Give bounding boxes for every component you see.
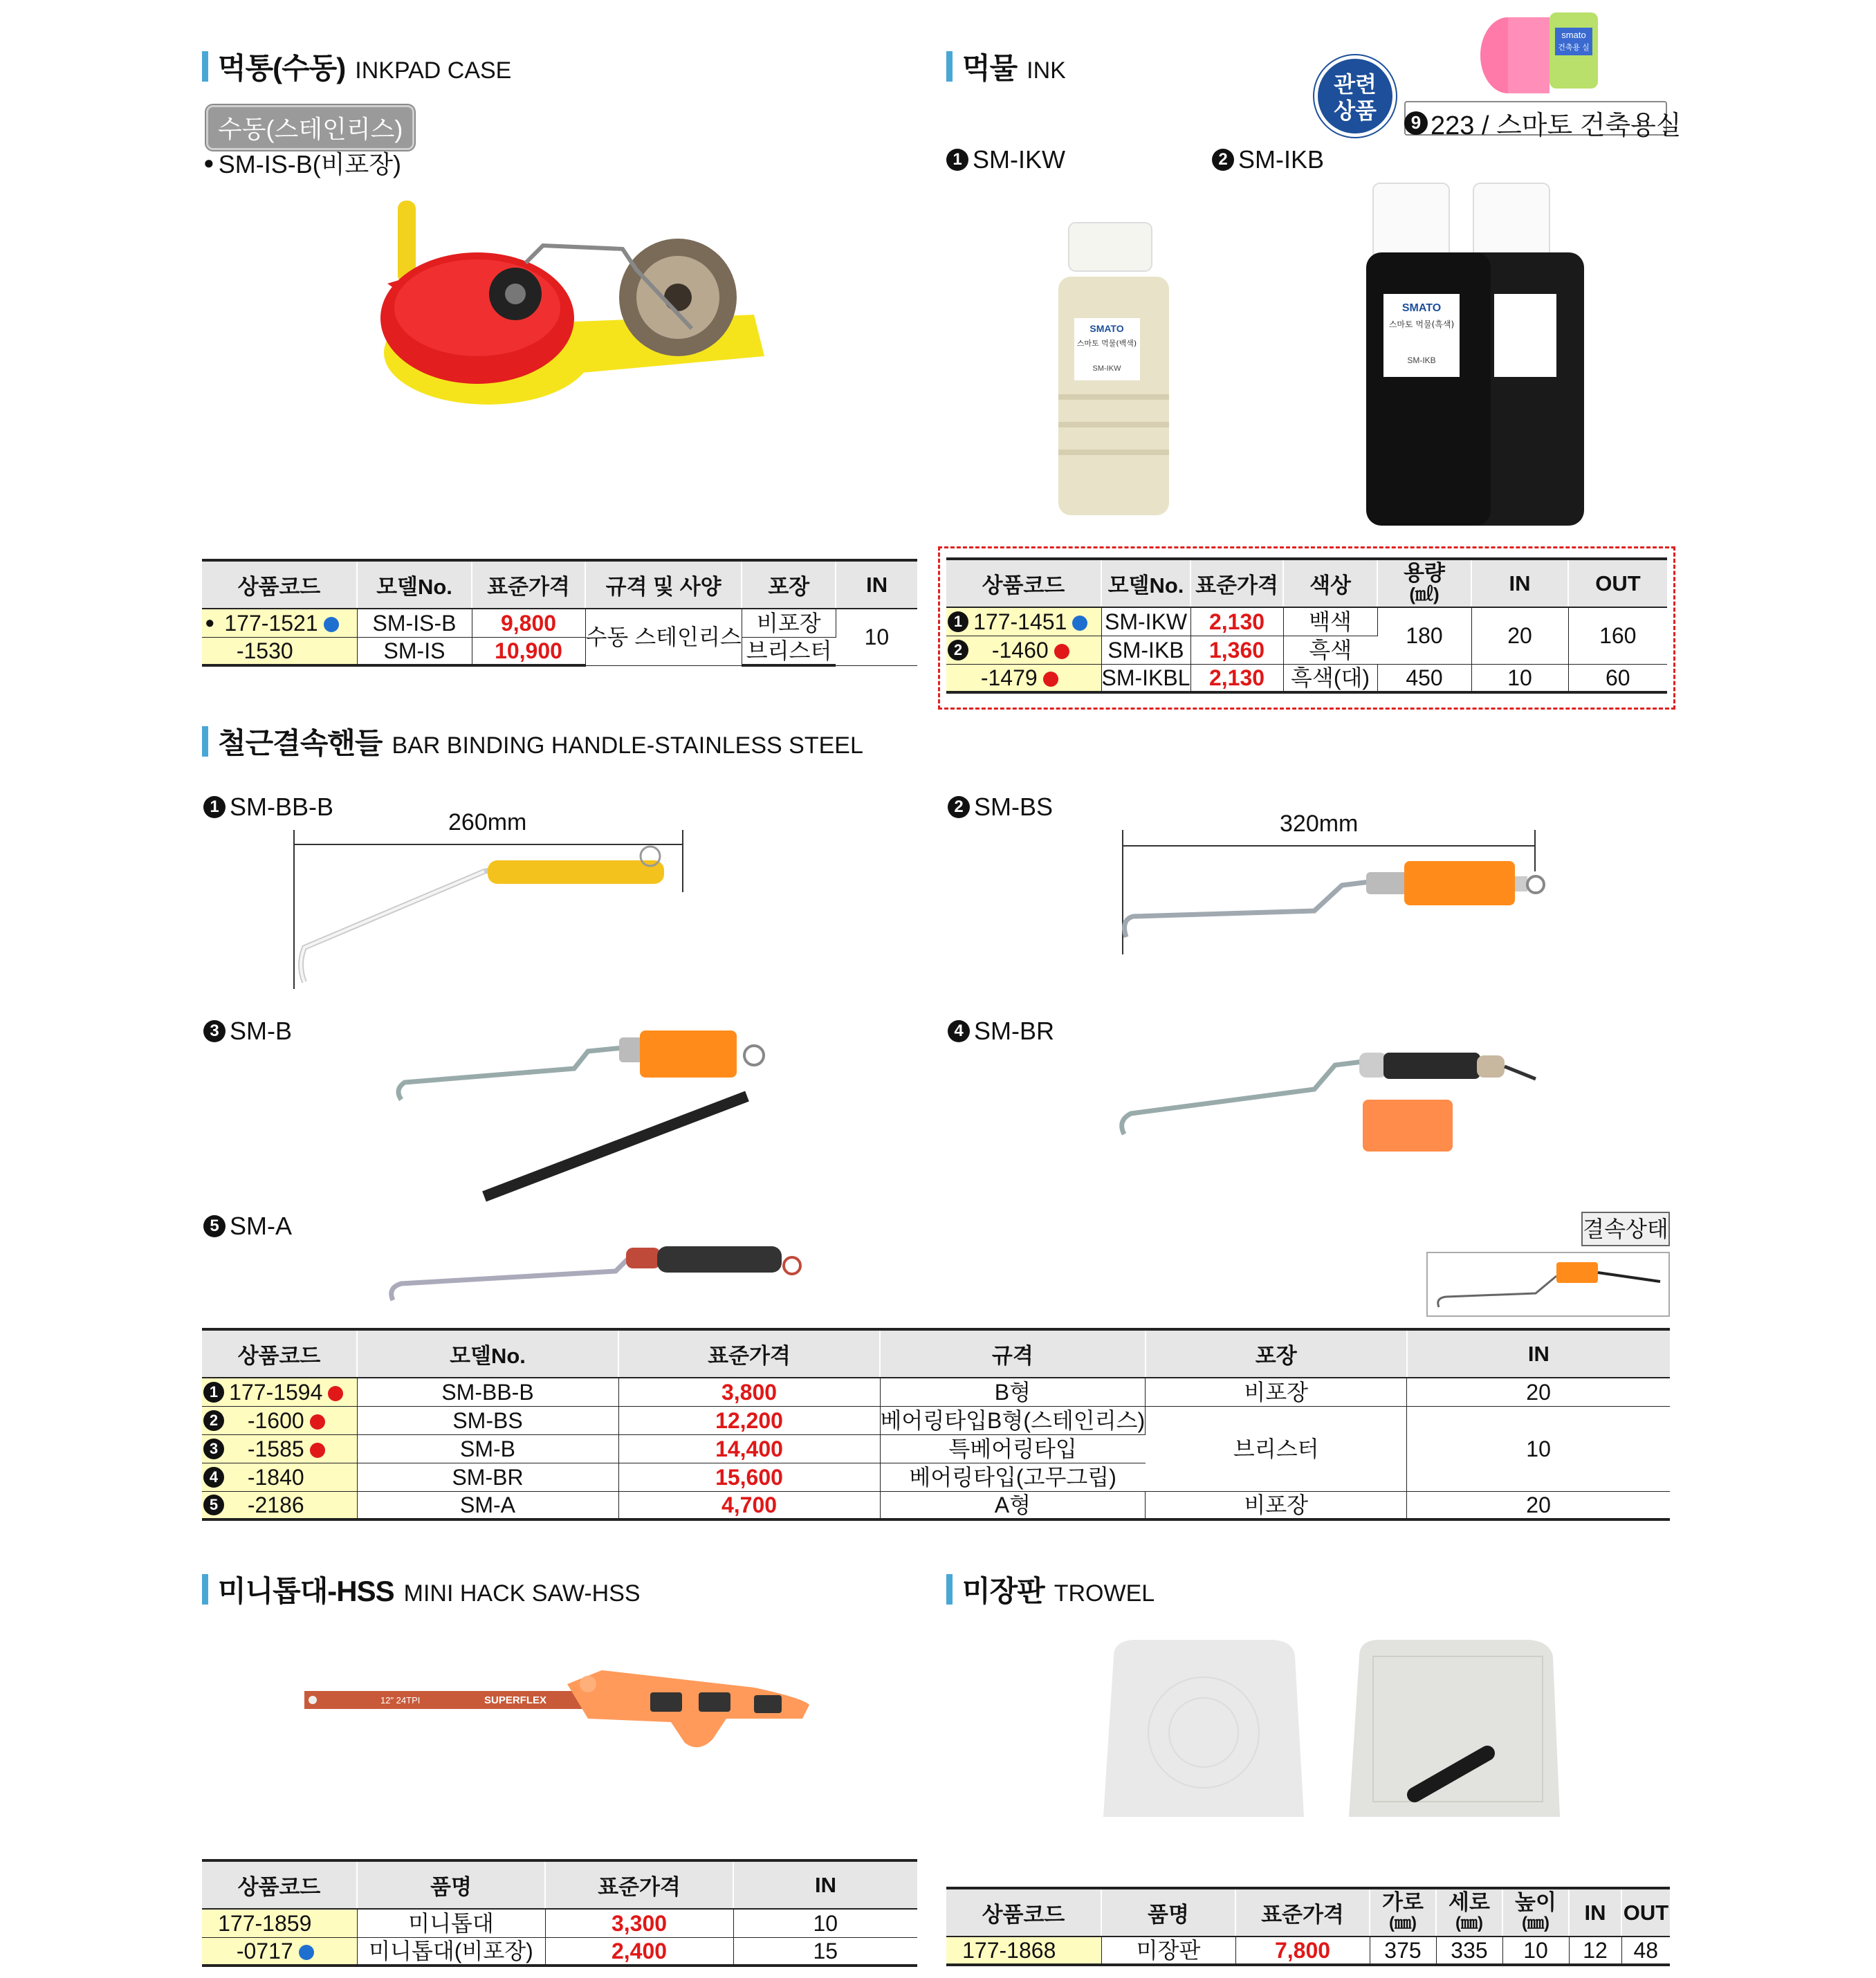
price-cell: 12,200 xyxy=(618,1406,880,1434)
col-header: 규격 xyxy=(880,1329,1146,1378)
table-row xyxy=(202,1406,1670,1434)
spec-cell: 수동 스테인리스 xyxy=(585,609,742,665)
spec-cell: 특베어링타입 xyxy=(880,1434,1146,1463)
bottle-model-b: SM-IKB xyxy=(1407,355,1436,365)
blade-text-2: SUPERFLEX xyxy=(484,1694,547,1706)
vol-header: 용량 xyxy=(1404,560,1445,585)
price-cell: 1,360 xyxy=(1190,636,1283,664)
spec-cell: B형 xyxy=(880,1378,1146,1406)
num-1-icon: 1 xyxy=(948,611,968,632)
in-cell: 20 xyxy=(1471,607,1568,664)
handle-model5-text: SM-A xyxy=(230,1212,292,1240)
ink-table xyxy=(946,557,1667,694)
red-dot-icon xyxy=(310,1414,325,1430)
col-header xyxy=(1436,1888,1502,1937)
model-cell: SM-A xyxy=(357,1491,618,1519)
product-code-cell: 177-1859 xyxy=(202,1909,357,1937)
col-header: 품명 xyxy=(1101,1888,1235,1937)
inkpad-table xyxy=(202,559,917,667)
product-code-cell: -1530 xyxy=(202,637,357,665)
col-header: OUT xyxy=(1621,1888,1670,1937)
blue-dot-icon xyxy=(299,1945,314,1960)
col-header: 표준가격 xyxy=(1235,1888,1370,1937)
saw-title-ko: 미니톱대-HSS xyxy=(218,1575,394,1607)
bottle-model-w: SM-IKW xyxy=(1092,364,1121,373)
col-header: 상품코드 xyxy=(202,560,357,609)
product-code-cell: 1 177-1451 xyxy=(946,607,1101,636)
title-accent-bar xyxy=(202,726,208,757)
ink-title-en: INK xyxy=(1027,57,1066,84)
width-header: 가로 xyxy=(1382,1889,1424,1914)
trowel-table xyxy=(946,1887,1670,1966)
price-cell: 14,400 xyxy=(618,1434,880,1463)
spec-cell: 베어링타입B형(스테인리스) xyxy=(880,1406,1146,1434)
ink-section-title xyxy=(946,46,1066,87)
unit-mm: (㎜) xyxy=(1522,1913,1549,1932)
inkpad-title-ko: 먹통(수동) xyxy=(218,52,346,84)
price-cell: 3,300 xyxy=(545,1909,733,1937)
handle-sm-b-image xyxy=(387,1030,775,1203)
handle-sm-br-image xyxy=(1114,1037,1543,1162)
product-code-cell: 177-1868 xyxy=(946,1937,1101,1965)
col-header: 표준가격 xyxy=(618,1329,880,1378)
num-2-icon: 2 xyxy=(948,796,970,818)
col-header: 모델No. xyxy=(357,1329,618,1378)
inkpad-title-en: INKPAD CASE xyxy=(355,57,512,84)
col-header: 모델No. xyxy=(357,560,472,609)
price-cell: 2,130 xyxy=(1190,607,1283,636)
title-accent-bar xyxy=(202,1574,208,1605)
col-header: IN xyxy=(1471,559,1568,607)
name-cell: 미장판 xyxy=(1101,1937,1235,1965)
ink-model1-label xyxy=(946,145,1065,174)
in-cell: 10 xyxy=(836,609,917,665)
in-cell: 20 xyxy=(1407,1491,1670,1519)
model-cell: SM-IKB xyxy=(1101,636,1190,664)
col-header: 포장 xyxy=(1146,1329,1407,1378)
model-cell: SM-IKBL xyxy=(1101,664,1190,692)
black-ink-bottles-image xyxy=(1356,176,1612,529)
width-cell: 375 xyxy=(1370,1937,1436,1965)
out-cell: 60 xyxy=(1568,664,1667,692)
spec-cell: 베어링타입(고무그립) xyxy=(880,1463,1146,1491)
handle-model1-text: SM-BB-B xyxy=(230,793,334,821)
table-row xyxy=(202,609,917,637)
num-4-icon: 4 xyxy=(948,1020,970,1042)
handle-table xyxy=(202,1328,1670,1521)
num-2-icon: 2 xyxy=(1212,149,1234,171)
handle-model5-label xyxy=(203,1212,292,1241)
related-product-text: 223 / 스마토 건축용실 xyxy=(1431,111,1682,140)
handle-model4-text: SM-BR xyxy=(974,1017,1054,1045)
product-code-cell: 5 -2186 xyxy=(202,1491,357,1519)
ink-model2-text: SM-IKB xyxy=(1238,145,1325,174)
handle-model3-label xyxy=(203,1017,292,1046)
col-header: IN xyxy=(733,1860,917,1909)
num-3-icon: 3 xyxy=(203,1439,224,1459)
handle-sm-bs-image xyxy=(1121,847,1549,958)
price-cell: 9,800 xyxy=(472,609,585,637)
red-dot-icon xyxy=(328,1386,343,1401)
col-header xyxy=(1377,559,1471,607)
name-cell: 미니톱대 xyxy=(357,1909,545,1937)
handle-sm-bb-b-image xyxy=(291,844,706,996)
price-cell: 2,130 xyxy=(1190,664,1283,692)
model-cell: SM-IS xyxy=(357,637,472,665)
spec-cell: A형 xyxy=(880,1491,1146,1519)
red-dot-icon xyxy=(1043,672,1058,687)
model-cell: SM-BB-B xyxy=(357,1378,618,1406)
out-cell: 48 xyxy=(1621,1937,1670,1965)
col-header: 규격 및 사양 xyxy=(585,560,742,609)
price-cell: 10,900 xyxy=(472,637,585,665)
product-code-cell: 1 177-1594 xyxy=(202,1378,357,1406)
table-row xyxy=(202,637,917,665)
blade-text-1: 12" 24TPI xyxy=(380,1695,421,1706)
col-header xyxy=(1370,1888,1436,1937)
handle-section-title xyxy=(202,721,863,762)
col-header: IN xyxy=(1569,1888,1621,1937)
price-cell: 3,800 xyxy=(618,1378,880,1406)
col-header: 색상 xyxy=(1283,559,1377,607)
dimension-320: 320mm xyxy=(1280,811,1359,837)
table-row xyxy=(946,1937,1670,1965)
price-cell: 2,400 xyxy=(545,1937,733,1966)
ink-model2-label xyxy=(1212,145,1324,174)
inkpad-case-image xyxy=(374,194,789,415)
handle-sm-a-image xyxy=(387,1238,802,1314)
binding-state-label: 결속상태 xyxy=(1581,1212,1670,1246)
col-header: 상품코드 xyxy=(202,1329,357,1378)
table-row xyxy=(202,1909,917,1937)
related-product-link[interactable] xyxy=(1404,104,1682,142)
ink-model1-text: SM-IKW xyxy=(973,145,1065,174)
bullet-icon: ● xyxy=(205,613,215,632)
product-code-cell: 2 -1600 xyxy=(202,1406,357,1434)
in-cell: 12 xyxy=(1569,1937,1621,1965)
product-code-cell: -0717 xyxy=(202,1937,357,1966)
product-code-cell: 3 -1585 xyxy=(202,1434,357,1463)
bottle-label-b: 스마토 먹물(흑색) xyxy=(1388,320,1455,329)
trowel-title-en: TROWEL xyxy=(1054,1580,1155,1607)
num-5-icon: 5 xyxy=(203,1495,224,1515)
height-cell: 335 xyxy=(1436,1937,1502,1965)
vol-cell: 450 xyxy=(1377,664,1471,692)
handle-model4-label xyxy=(948,1017,1054,1046)
trowel-section-title xyxy=(946,1569,1155,1610)
col-header: 표준가격 xyxy=(1190,559,1283,607)
col-header: 상품코드 xyxy=(946,559,1101,607)
trowel-title-ko: 미장판 xyxy=(962,1575,1045,1607)
handle-model1-label xyxy=(203,793,333,822)
in-cell: 15 xyxy=(733,1937,917,1966)
product-code-cell: ● 177-1521 xyxy=(202,609,357,637)
color-cell: 흑색 xyxy=(1283,636,1377,664)
related-badge-line2: 상품 xyxy=(1334,98,1377,123)
dimension-line xyxy=(1122,845,1534,847)
pack-cell: 브리스터 xyxy=(742,637,836,665)
in-cell: 20 xyxy=(1407,1378,1670,1406)
inkpad-badge: 수동(스테인리스) xyxy=(206,105,414,150)
unit-mm: (㎜) xyxy=(1455,1913,1483,1932)
col-header: IN xyxy=(1407,1329,1670,1378)
model-cell: SM-B xyxy=(357,1434,618,1463)
handle-model2-label xyxy=(948,793,1053,822)
inkpad-section-title xyxy=(202,46,511,87)
model-cell: SM-BR xyxy=(357,1463,618,1491)
pack-cell: 브리스터 xyxy=(1146,1406,1407,1491)
bottle-brand-w: SMATO xyxy=(1089,323,1124,334)
trowel-image xyxy=(1100,1636,1563,1822)
height-header: 세로 xyxy=(1449,1889,1490,1914)
red-dot-icon xyxy=(1054,644,1069,659)
related-badge xyxy=(1314,55,1396,137)
model-cell: SM-BS xyxy=(357,1406,618,1434)
handle-model2-text: SM-BS xyxy=(974,793,1054,821)
product-code-cell: 4 -1840 xyxy=(202,1463,357,1491)
bullet-icon: ● xyxy=(203,152,214,173)
color-cell: 흑색(대) xyxy=(1283,664,1377,692)
thickness-header: 높이 xyxy=(1515,1889,1556,1914)
blue-dot-icon xyxy=(324,617,339,632)
col-header: 표준가격 xyxy=(472,560,585,609)
thickness-cell: 10 xyxy=(1502,1937,1569,1965)
table-row xyxy=(946,607,1667,636)
name-cell: 미니톱대(비포장) xyxy=(357,1937,545,1966)
col-header: OUT xyxy=(1568,559,1667,607)
col-header: 상품코드 xyxy=(202,1860,357,1909)
product-code-cell: 2 -1460 xyxy=(946,636,1101,664)
num-3-icon: 3 xyxy=(203,1020,226,1042)
col-header xyxy=(1502,1888,1569,1937)
product-code-cell: -1479 xyxy=(946,664,1101,692)
title-accent-bar xyxy=(946,51,953,82)
saw-table xyxy=(202,1859,917,1967)
col-header: 포장 xyxy=(742,560,836,609)
binding-state-image xyxy=(1432,1255,1667,1314)
num-1-icon: 1 xyxy=(203,796,226,818)
handle-model3-text: SM-B xyxy=(230,1017,292,1045)
in-cell: 10 xyxy=(1407,1406,1670,1491)
handle-title-en: BAR BINDING HANDLE-STAINLESS STEEL xyxy=(392,732,863,759)
price-cell: 7,800 xyxy=(1235,1937,1370,1965)
table-row xyxy=(202,1491,1670,1519)
num-2-icon: 2 xyxy=(203,1410,224,1431)
num-4-icon: 4 xyxy=(203,1467,224,1488)
white-ink-bottle-image xyxy=(1055,214,1179,519)
vol-cell: 180 xyxy=(1377,607,1471,664)
col-header: 품명 xyxy=(357,1860,545,1909)
pack-cell: 비포장 xyxy=(742,609,836,637)
table-row xyxy=(946,664,1667,692)
saw-title-en: MINI HACK SAW-HSS xyxy=(403,1580,641,1607)
ink-title-ko: 먹물 xyxy=(962,52,1018,84)
red-dot-icon xyxy=(310,1443,325,1458)
title-accent-bar xyxy=(946,1574,953,1605)
bottle-brand-b: SMATO xyxy=(1401,302,1442,314)
color-cell: 백색 xyxy=(1283,607,1377,636)
bottle-label-w: 스마토 먹물(백색) xyxy=(1076,339,1137,348)
model-cell: SM-IKW xyxy=(1101,607,1190,636)
blue-dot-icon xyxy=(1072,616,1087,631)
col-header: IN xyxy=(836,560,917,609)
spool-label: 건축용 실 xyxy=(1558,44,1590,52)
col-header: 상품코드 xyxy=(946,1888,1101,1937)
out-cell: 160 xyxy=(1568,607,1667,664)
vol-unit: (㎖) xyxy=(1409,583,1440,604)
col-header: 모델No. xyxy=(1101,559,1190,607)
handle-title-ko: 철근결속핸들 xyxy=(218,727,383,759)
num-2-icon: 2 xyxy=(948,640,968,660)
thread-spool-image xyxy=(1473,7,1612,97)
dimension-260: 260mm xyxy=(448,809,527,835)
price-cell: 15,600 xyxy=(618,1463,880,1491)
mini-hack-saw-image xyxy=(297,1656,823,1760)
table-row xyxy=(202,1937,917,1966)
saw-section-title xyxy=(202,1569,641,1610)
col-header: 표준가격 xyxy=(545,1860,733,1909)
in-cell: 10 xyxy=(733,1909,917,1937)
price-cell: 4,700 xyxy=(618,1491,880,1519)
spool-brand: smato xyxy=(1561,30,1586,40)
table-row xyxy=(202,1378,1670,1406)
related-num-icon: 9 xyxy=(1404,111,1428,135)
num-1-icon: 1 xyxy=(203,1382,224,1403)
inkpad-model-label xyxy=(203,145,401,181)
unit-mm: (㎜) xyxy=(1389,1913,1417,1932)
num-5-icon: 5 xyxy=(203,1215,226,1237)
related-badge-line1: 관련 xyxy=(1334,72,1377,97)
num-1-icon: 1 xyxy=(946,149,968,171)
pack-cell: 비포장 xyxy=(1146,1378,1407,1406)
title-accent-bar xyxy=(202,51,208,82)
in-cell: 10 xyxy=(1471,664,1568,692)
inkpad-model-text: SM-IS-B(비포장) xyxy=(218,150,402,178)
pack-cell: 비포장 xyxy=(1146,1491,1407,1519)
model-cell: SM-IS-B xyxy=(357,609,472,637)
